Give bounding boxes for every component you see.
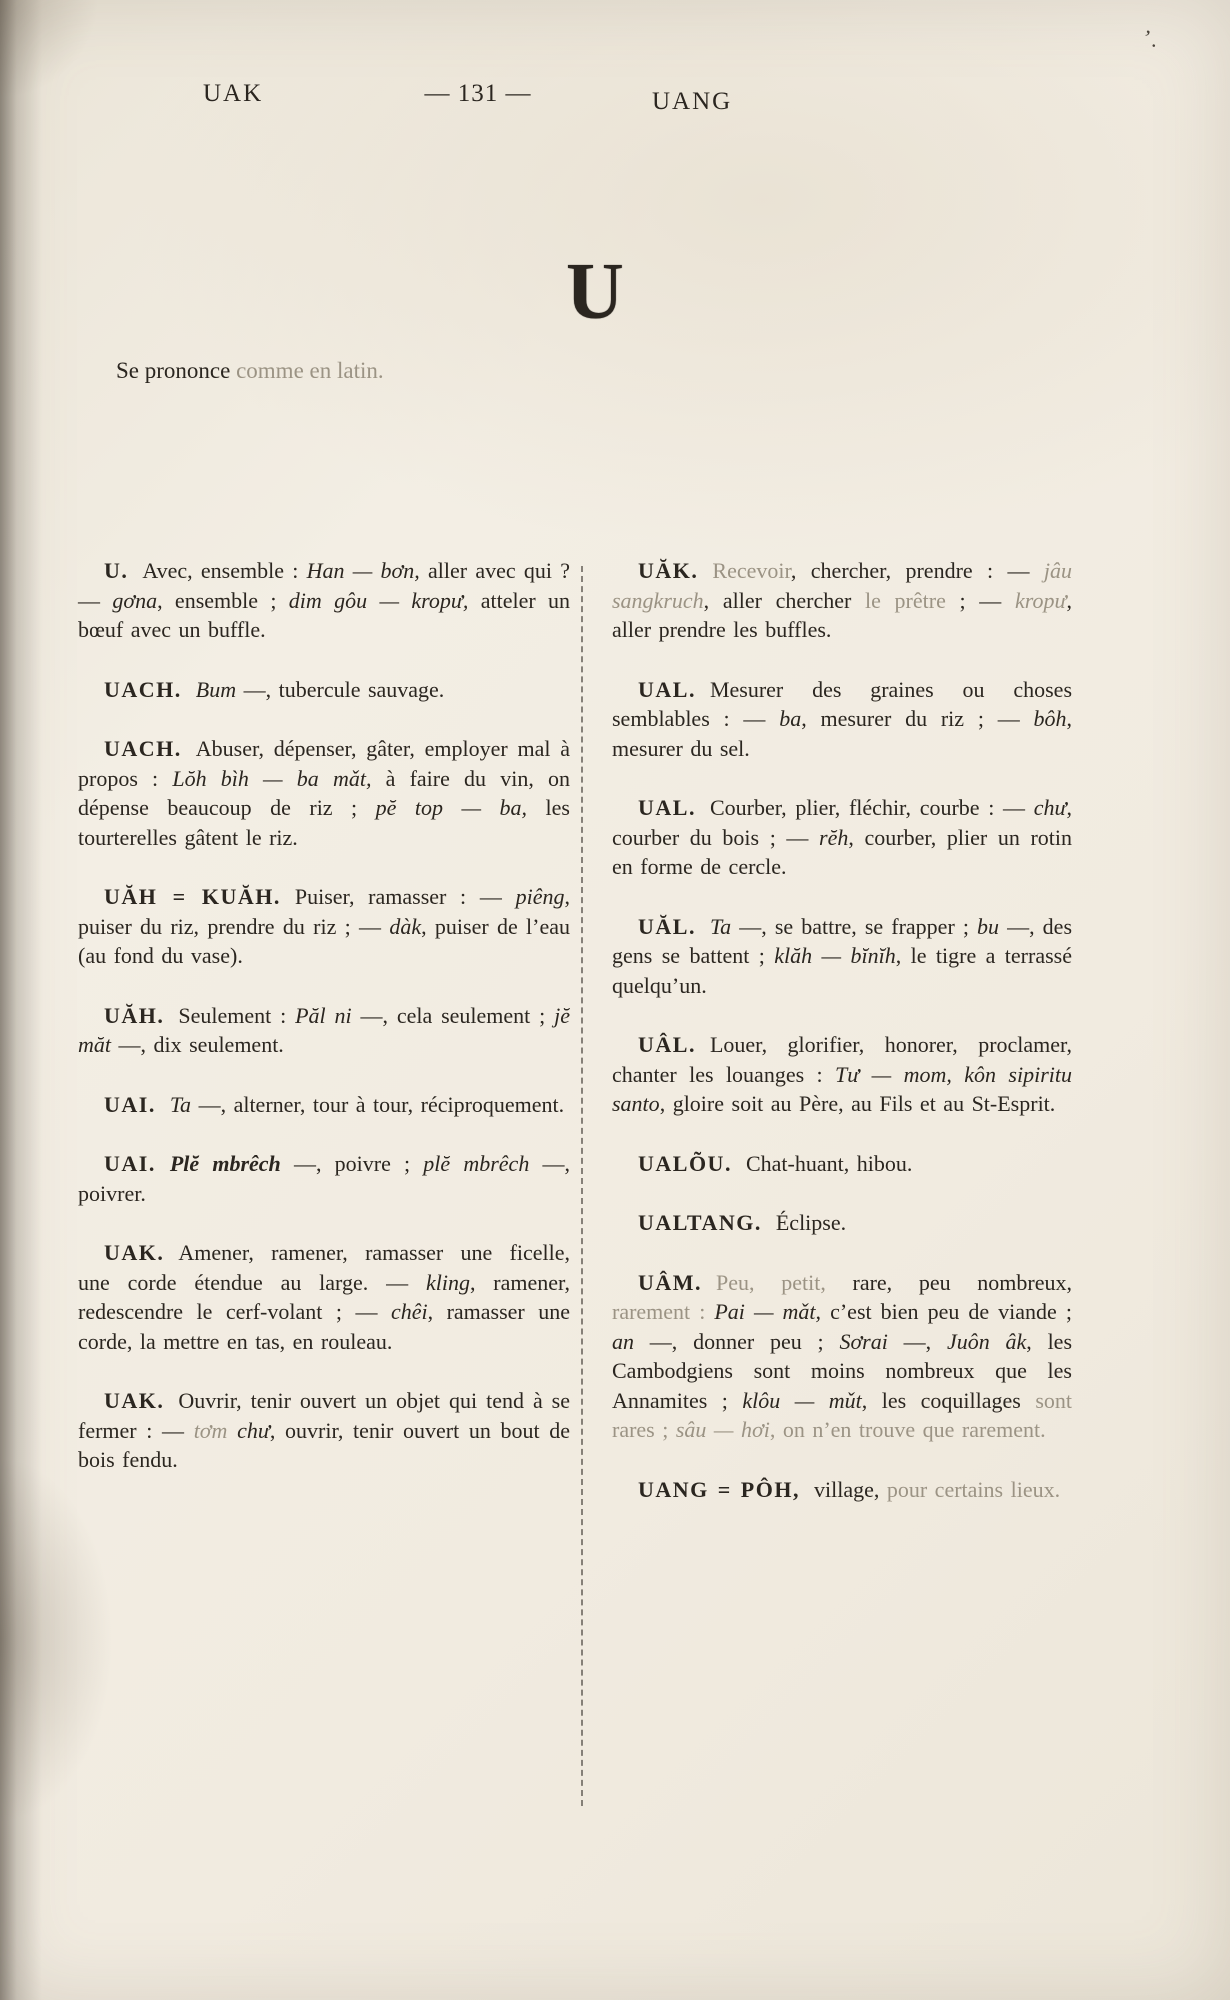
text-run: , les coquillages xyxy=(861,1387,1036,1413)
dictionary-entry xyxy=(612,1208,1072,1238)
text-run: , courber, plier un rotin en forme de cercle. xyxy=(612,824,1073,879)
text-run: Bum xyxy=(195,676,237,702)
text-run: klôu — mǔt xyxy=(742,1387,862,1413)
text-run: —, se battre, se frapper ; xyxy=(731,913,978,939)
binding-shadow xyxy=(0,0,42,2000)
text-run: Recevoir xyxy=(712,558,791,583)
text-run: Peu, petit, xyxy=(716,1269,826,1295)
text-run: rarement : xyxy=(612,1299,715,1324)
entry-headword: UAI. xyxy=(104,1091,156,1117)
entry-headword: UÂM. xyxy=(638,1269,703,1295)
text-run: comme en latin. xyxy=(236,358,384,383)
dictionary-entry xyxy=(78,734,570,852)
text-run: plĕ mbrêch xyxy=(423,1151,530,1176)
text-run: an xyxy=(612,1328,634,1354)
text-run: , ramener, redescendre le cerf-volant ; — xyxy=(78,1269,570,1324)
entry-headword: UÂL. xyxy=(638,1032,696,1057)
text-run: à faire du vin, on dépense beaucoup de riz ; xyxy=(78,765,571,820)
dictionary-entry xyxy=(78,675,570,705)
text-run: , on n’en trouve que rarement. xyxy=(769,1417,1046,1442)
text-run: jâu sangkruch xyxy=(612,558,1072,613)
text-run: pĕ top — ba, xyxy=(375,795,528,820)
ink-speckle: ’. xyxy=(1140,24,1163,53)
text-run: Seulement : xyxy=(178,1002,296,1028)
column-left xyxy=(78,556,570,1505)
text-run: , puiser du riz, prendre du riz ; — xyxy=(78,884,570,939)
text-run: ; — xyxy=(945,587,1015,613)
text-run: tơm xyxy=(193,1417,228,1443)
text-run: —, cela seulement ; xyxy=(351,1002,555,1028)
text-run: piêng xyxy=(515,884,565,909)
text-run: —, xyxy=(887,1328,947,1354)
dictionary-entry xyxy=(612,912,1072,1001)
dictionary-entry xyxy=(78,1386,570,1475)
text-run: chư xyxy=(1033,795,1067,820)
text-run: , gloire soit au Père, au Fils et au St-Esprit. xyxy=(659,1091,1056,1116)
text-run: —, poivre ; xyxy=(280,1151,424,1176)
running-head-left: UAK xyxy=(203,80,264,107)
entry-headword: UĂH = KUĂH. xyxy=(104,884,281,909)
text-run: Louer, glorifier, honorer, proclamer, chanter les louanges : xyxy=(612,1032,1072,1087)
text-run: —, donner peu ; xyxy=(634,1328,840,1354)
text-run: , mesurer du sel. xyxy=(612,706,1072,761)
text-run: —, poivrer. xyxy=(78,1151,570,1206)
dictionary-entry xyxy=(612,1149,1072,1179)
text-run: sâu — hơi xyxy=(675,1417,770,1442)
text-run: village, xyxy=(813,1476,887,1502)
text-run: —, tubercule sauvage. xyxy=(236,676,445,702)
running-head-right: UANG xyxy=(652,88,733,115)
text-run: Han — bơn, xyxy=(306,558,420,583)
text-run: c’est bien peu de viande ; xyxy=(821,1299,1072,1324)
dictionary-entry xyxy=(78,1090,570,1120)
dictionary-entry xyxy=(78,556,570,645)
text-run: pour certains lieux. xyxy=(886,1476,1061,1502)
dictionary-entry xyxy=(612,793,1072,882)
text-run: sont rares ; xyxy=(612,1387,1072,1442)
text-run: les tourterelles gâtent le riz. xyxy=(78,795,570,850)
text-run: —, des gens se battent ; xyxy=(612,913,1072,968)
text-run: , courber du bois ; — xyxy=(612,795,1072,850)
text-run: bu xyxy=(977,913,1000,939)
text-run: , mesurer du riz ; — xyxy=(801,706,1034,731)
text-run: jĕ măt xyxy=(78,1002,571,1057)
text-run: klăh — bĭnĭh xyxy=(774,943,896,968)
text-run: dàk xyxy=(389,913,422,939)
text-run: chêi xyxy=(390,1299,428,1324)
entry-headword: U. xyxy=(104,558,129,583)
text-run: gơna xyxy=(112,587,158,613)
entry-headword: UĂL. xyxy=(638,913,696,939)
text-run: Sơrai xyxy=(839,1328,888,1354)
entry-headword: UANG = PÔH, xyxy=(638,1476,800,1502)
text-run: Tư — mom, kôn sipiritu santo xyxy=(612,1061,1072,1116)
text-run: Păl ni xyxy=(295,1002,352,1028)
entry-headword: UAK. xyxy=(104,1388,165,1413)
dictionary-entry xyxy=(612,556,1072,645)
text-run: , les Cambodgiens sont moins nombreux que les Annamites ; xyxy=(612,1328,1073,1413)
text-run: Abuser, dépenser, gâter, employer mal à propos : xyxy=(78,736,570,791)
dictionary-entry xyxy=(612,1475,1072,1505)
text-run: chư xyxy=(227,1417,270,1443)
page-number: — 131 — xyxy=(424,80,532,107)
entry-headword: UACH. xyxy=(104,736,182,761)
dictionary-entry xyxy=(612,1268,1072,1445)
text-run: Éclipse. xyxy=(775,1210,847,1235)
column-right xyxy=(612,556,1072,1534)
pronunciation-note xyxy=(116,358,384,384)
text-run: Ta xyxy=(169,1091,192,1117)
text-run: rĕh xyxy=(819,824,849,850)
dictionary-entry xyxy=(78,1238,570,1356)
text-run: aller avec qui ? — xyxy=(78,558,570,613)
dictionary-entry xyxy=(612,675,1072,764)
entry-headword: UAK. xyxy=(104,1240,165,1265)
text-run: , aller prendre les buffles. xyxy=(612,587,1073,642)
text-run: Pai — mǎt, xyxy=(714,1299,822,1324)
text-run: atteler un bœuf avec un buffle. xyxy=(78,587,570,642)
entry-headword: UĂH. xyxy=(104,1002,165,1028)
text-run: Ta xyxy=(709,913,732,939)
text-run: , ensemble ; xyxy=(157,587,289,613)
text-run: , le tigre a terrassé quelqu’un. xyxy=(612,943,1072,998)
column-divider xyxy=(581,566,583,1806)
text-run: —, dix seulement. xyxy=(111,1032,284,1057)
text-run: , puiser de l’eau (au fond du vase). xyxy=(78,913,570,968)
text-run: , ramasser une corde, la mettre en tas, en rouleau. xyxy=(78,1299,570,1354)
text-run: , aller chercher xyxy=(703,587,865,613)
dictionary-entry xyxy=(612,1030,1072,1119)
text-run: kling xyxy=(425,1269,470,1295)
entry-headword: UALÕU. xyxy=(638,1150,732,1176)
text-run: kropư xyxy=(1015,587,1067,613)
dictionary-entry xyxy=(78,1149,570,1208)
section-letter: U xyxy=(566,248,624,336)
text-run: bôh xyxy=(1033,706,1067,731)
entry-headword: UACH. xyxy=(104,676,182,702)
text-run: Lŏh bìh — ba mǎt, xyxy=(172,765,372,791)
text-run: dim gôu — kropư, xyxy=(288,587,469,613)
text-run: Courber, plier, fléchir, courbe : — xyxy=(709,795,1034,820)
dictionary-entry xyxy=(78,882,570,971)
text-run: Puiser, ramasser : — xyxy=(294,884,516,909)
dictionary-entry xyxy=(78,1001,570,1060)
text-run: le prêtre xyxy=(864,587,946,613)
text-run: Plĕ mbrêch xyxy=(169,1151,281,1176)
text-run: Amener, ramener, ramasser une ficelle, une corde étendue au large. — xyxy=(78,1240,570,1295)
text-run: rare, peu nombreux, xyxy=(825,1269,1072,1295)
entry-headword: UĂK. xyxy=(638,558,699,583)
text-run: Ouvrir, tenir ouvert un objet qui tend à se fermer : — xyxy=(78,1388,570,1443)
text-run: Se prononce xyxy=(116,358,237,383)
entry-headword: UAL. xyxy=(638,676,696,702)
text-run: —, alterner, tour à tour, réciproquement. xyxy=(191,1091,565,1117)
text-run: , chercher, prendre : — xyxy=(790,558,1044,583)
text-run: Juôn âk xyxy=(946,1328,1027,1354)
entry-headword: UALTANG. xyxy=(638,1210,762,1235)
text-run: ba xyxy=(779,706,802,731)
entry-headword: UAI. xyxy=(104,1151,156,1176)
text-run: Mesurer des graines ou choses semblables : — xyxy=(612,676,1072,731)
text-run: , ouvrir, tenir ouvert un bout de bois fendu. xyxy=(78,1417,571,1472)
text-run: Avec, ensemble : xyxy=(142,558,307,583)
entry-headword: UAL. xyxy=(638,795,696,820)
text-run: Chat-huant, hibou. xyxy=(745,1150,913,1176)
